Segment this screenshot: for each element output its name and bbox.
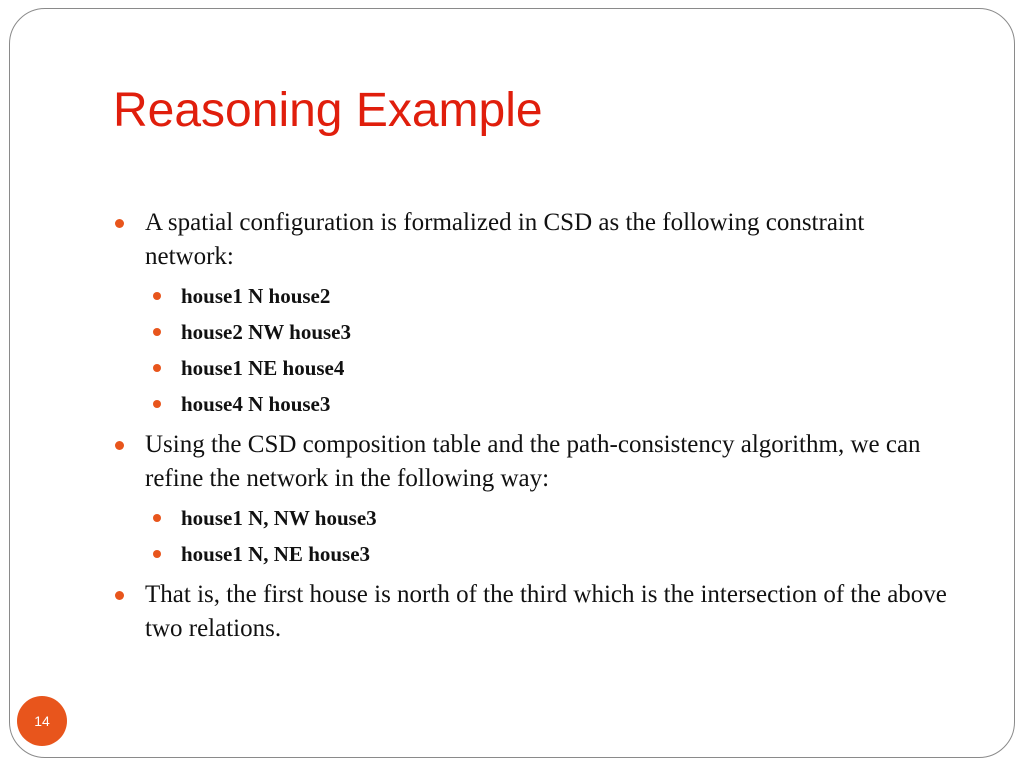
bullet-icon xyxy=(115,441,124,450)
bullet-icon xyxy=(115,591,124,600)
sub-bullet-text: house1 N, NE house3 xyxy=(181,542,371,566)
sub-bullet-text: house1 NE house4 xyxy=(181,356,345,380)
bullet-2-sublist xyxy=(113,500,953,572)
bullet-2 xyxy=(113,428,953,496)
slide-body xyxy=(113,206,953,650)
sub-bullet xyxy=(113,350,953,386)
bullet-icon xyxy=(115,219,124,228)
sub-bullet-text: house2 NW house3 xyxy=(181,320,351,344)
bullet-1 xyxy=(113,206,953,274)
sub-bullet xyxy=(113,278,953,314)
sub-bullet-text: house1 N house2 xyxy=(181,284,331,308)
sub-bullet-icon xyxy=(153,550,161,558)
bullet-1-text: A spatial configuration is formalized in CSD as the following constraint network: xyxy=(145,209,865,270)
bullet-3 xyxy=(113,578,953,646)
page-number-badge: 14 xyxy=(17,696,67,746)
sub-bullet-icon xyxy=(153,328,161,336)
sub-bullet-icon xyxy=(153,292,161,300)
sub-bullet xyxy=(113,386,953,422)
sub-bullet xyxy=(113,314,953,350)
sub-bullet-icon xyxy=(153,364,161,372)
sub-bullet xyxy=(113,536,953,572)
sub-bullet-text: house1 N, NW house3 xyxy=(181,506,377,530)
sub-bullet-text: house4 N house3 xyxy=(181,392,331,416)
sub-bullet xyxy=(113,500,953,536)
bullet-3-text: That is, the first house is north of the third which is the intersection of the above two relations. xyxy=(145,581,947,642)
slide-title: Reasoning Example xyxy=(113,84,543,137)
sub-bullet-icon xyxy=(153,400,161,408)
bullet-1-sublist xyxy=(113,278,953,422)
sub-bullet-icon xyxy=(153,514,161,522)
bullet-2-text: Using the CSD composition table and the path-consistency algorithm, we can refine the network in the following way: xyxy=(145,431,921,492)
